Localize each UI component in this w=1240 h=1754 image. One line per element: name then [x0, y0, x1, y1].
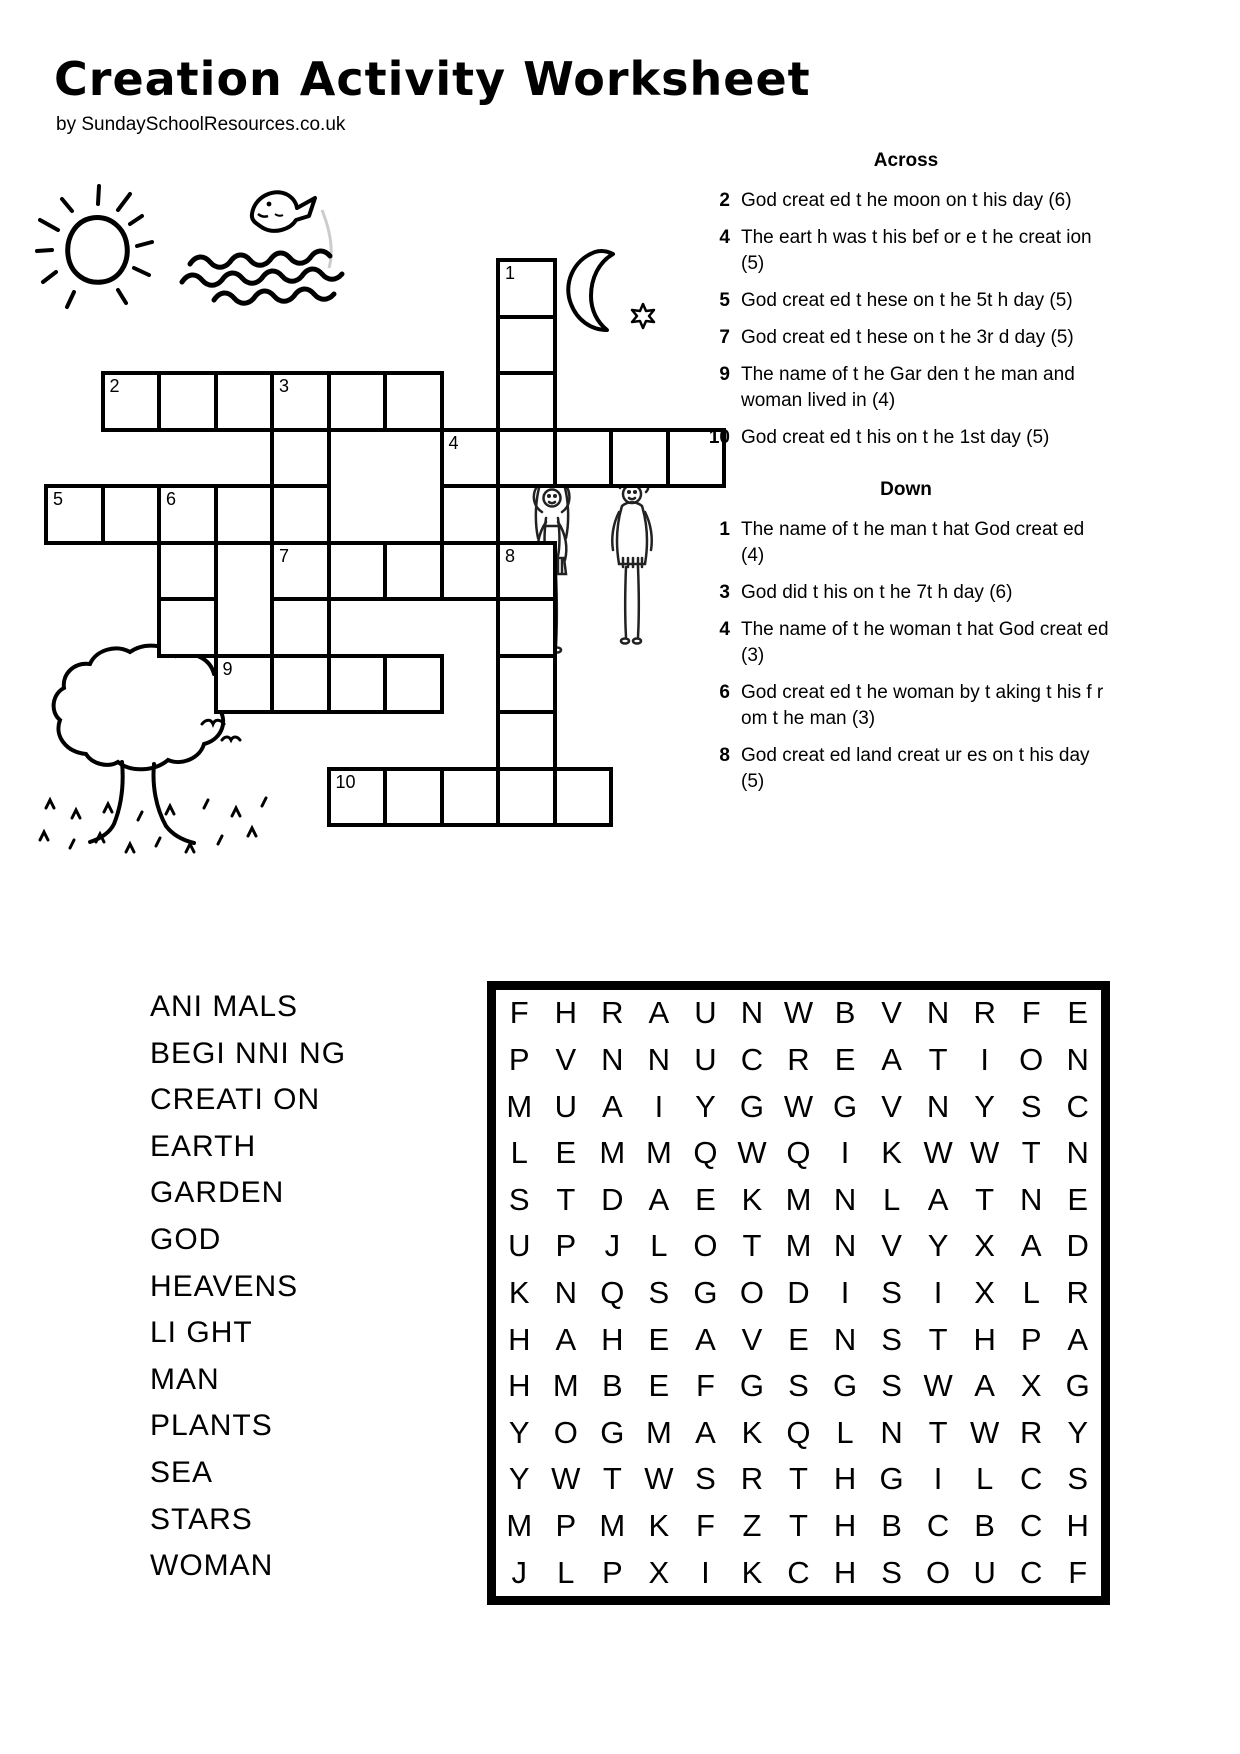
across-header: Across	[873, 150, 939, 171]
wordsearch-letter: N	[554, 1274, 577, 1310]
wordsearch-letter: O	[693, 1228, 718, 1264]
crossword-cell[interactable]	[553, 767, 614, 828]
clue-number: 2	[719, 190, 730, 211]
down-clue-list	[700, 517, 1112, 795]
wordsearch-letter: G	[693, 1274, 718, 1310]
wordsearch-letter: V	[555, 1041, 577, 1077]
wordsearch-letter: X	[648, 1554, 670, 1590]
crossword-cell[interactable]	[496, 315, 557, 376]
crossword-cell[interactable]	[440, 541, 501, 602]
clue-text: God did t his on t he 7t h day (6)	[741, 582, 1013, 603]
wordsearch-letter: W	[551, 1461, 581, 1497]
wordsearch-letter: N	[833, 1321, 857, 1357]
wordsearch-letter: E	[648, 1368, 670, 1404]
wordsearch-letter: O	[926, 1554, 951, 1590]
wordsearch-letter: W	[644, 1461, 674, 1497]
wordsearch-letter: H	[833, 1508, 857, 1544]
clue-number: 5	[719, 290, 730, 311]
wordsearch-letter: B	[881, 1508, 902, 1544]
wordsearch-letter: G	[1065, 1368, 1090, 1404]
clue-number: 4	[719, 619, 730, 640]
wordsearch-letter: U	[554, 1088, 577, 1124]
wordsearch-letter: Y	[508, 1461, 530, 1497]
crossword-cell[interactable]	[214, 371, 275, 432]
clue-text: The eart h was t his bef or e t he creat ion (5)	[741, 227, 1092, 274]
clue-text: God creat ed t his on t he 1st day (5)	[741, 427, 1050, 448]
crossword-cell-number: 2	[109, 376, 120, 396]
wordsearch-letter: M	[506, 1088, 533, 1124]
wordsearch-letter: K	[508, 1274, 530, 1310]
wordsearch-letter: S	[881, 1274, 902, 1310]
across-clue-list	[700, 188, 1112, 451]
wordsearch-letter: I	[654, 1088, 664, 1124]
wordsearch-letter: T	[789, 1508, 808, 1544]
crossword-cell-number: 7	[279, 545, 290, 566]
wordsearch-letter: G	[879, 1461, 904, 1497]
clue-item	[700, 680, 1112, 732]
clue-number: 7	[719, 327, 730, 348]
word-list-item: BEGI NNI NG	[150, 1036, 347, 1070]
wordsearch-letter: W	[923, 1368, 953, 1404]
word-list-item: EARTH	[150, 1129, 257, 1163]
wordsearch-letter: H	[973, 1321, 996, 1357]
clue-item	[700, 188, 1112, 214]
wordsearch-letter: L	[510, 1135, 528, 1171]
wordsearch-letter: I	[840, 1274, 850, 1310]
wordsearch-letter: N	[1066, 1041, 1089, 1077]
wordsearch-letter: A	[648, 995, 670, 1031]
wordsearch-letter: S	[1067, 1461, 1089, 1497]
wordsearch-letter: P	[601, 1554, 623, 1590]
crossword-cell[interactable]	[383, 767, 444, 828]
clue-number: 1	[719, 519, 730, 540]
wordsearch-letter: S	[508, 1181, 530, 1217]
crossword-cell[interactable]	[157, 597, 218, 658]
wordsearch-letter: Y	[695, 1088, 716, 1124]
wordsearch-letter: H	[833, 1554, 857, 1590]
wordsearch-letter: M	[645, 1414, 672, 1450]
wordsearch-letter: X	[974, 1274, 995, 1310]
crossword-cell-number: 8	[505, 545, 516, 566]
crossword-cell[interactable]	[101, 371, 162, 432]
clue-item	[700, 362, 1112, 414]
crossword-cell[interactable]	[496, 654, 557, 715]
wordsearch-letter: N	[601, 1041, 624, 1077]
wordsearch-letter: W	[783, 1088, 814, 1124]
crossword-cell[interactable]	[553, 428, 614, 489]
wordsearch-letter: B	[974, 1508, 995, 1544]
wordsearch-letter: N	[1066, 1135, 1089, 1171]
wordsearch-letter: V	[881, 1228, 902, 1264]
down-header: Down	[880, 479, 932, 500]
word-list-item: STARS	[150, 1502, 253, 1536]
clue-number: 6	[719, 682, 730, 703]
wordsearch-letter: A	[974, 1368, 995, 1404]
wordsearch-letter: M	[785, 1181, 812, 1217]
crossword-cell[interactable]	[214, 484, 275, 545]
wordsearch-letter: C	[787, 1554, 810, 1590]
crossword-cell[interactable]	[440, 767, 501, 828]
clue-text: The name of t he man t hat God creat ed (4)	[741, 519, 1085, 566]
wordsearch-letter: O	[553, 1414, 578, 1450]
word-list-item: GARDEN	[150, 1176, 285, 1210]
wordsearch-letter: D	[787, 1274, 810, 1310]
clue-item	[700, 580, 1112, 606]
wordsearch-letter: M	[599, 1135, 626, 1171]
wordsearch-letter: C	[1066, 1088, 1089, 1124]
wordsearch-letter: W	[783, 995, 814, 1031]
crossword-cell[interactable]	[270, 371, 331, 432]
wordsearch-letter: Q	[786, 1135, 811, 1171]
wordsearch-letter: E	[834, 1041, 856, 1077]
wordsearch-letter: J	[604, 1228, 621, 1264]
wordsearch-letter: C	[1019, 1554, 1043, 1590]
wordsearch-letter: A	[927, 1181, 949, 1217]
crossword-cell[interactable]	[496, 258, 557, 319]
wordsearch-letter: I	[701, 1554, 710, 1590]
clue-number: 3	[719, 582, 730, 603]
wordsearch-letter: N	[926, 1088, 950, 1124]
wordsearch-letter: I	[933, 1461, 943, 1497]
crossword-cell[interactable]	[327, 371, 388, 432]
wordsearch-letter: L	[650, 1228, 668, 1264]
wordsearch-letter: L	[976, 1461, 994, 1497]
wordsearch-letter: R	[1066, 1274, 1089, 1310]
word-list-item: MAN	[150, 1362, 220, 1396]
wordsearch-letter: P	[1020, 1321, 1042, 1357]
crossword-cell[interactable]	[270, 428, 331, 489]
wordsearch-letter: E	[1067, 1181, 1089, 1217]
wordsearch-letter: F	[695, 1508, 715, 1544]
wordsearch-letter: R	[973, 995, 996, 1031]
wordsearch-letter: A	[1020, 1228, 1042, 1264]
wordsearch-letter: G	[600, 1414, 625, 1450]
wordsearch-letter: A	[1067, 1321, 1089, 1357]
wordsearch-letter: N	[833, 1181, 857, 1217]
wordsearch-letter: W	[970, 1135, 1000, 1171]
wordsearch-letter: F	[1021, 995, 1041, 1031]
clue-text: God creat ed land creat ur es on t his day (5)	[741, 745, 1090, 792]
wordsearch-letter: S	[881, 1321, 902, 1357]
wordsearch-letter: I	[933, 1274, 943, 1310]
wordsearch-letter: S	[695, 1461, 716, 1497]
wordsearch-letter: G	[739, 1088, 765, 1124]
wordsearch-letter: U	[508, 1228, 531, 1264]
wordsearch-letter: T	[928, 1041, 948, 1077]
wordsearch-letter: E	[788, 1321, 809, 1357]
wordsearch-letter: Y	[508, 1414, 530, 1450]
crossword-cell[interactable]	[157, 484, 218, 545]
page-byline: by SundaySchoolResources.co.uk	[56, 114, 346, 135]
wordsearch-letter: E	[555, 1135, 577, 1171]
word-list-item: WOMAN	[150, 1549, 274, 1583]
word-list-item: CREATI ON	[150, 1083, 321, 1117]
wordsearch-letter: K	[881, 1135, 902, 1171]
wordsearch-letter: H	[833, 1461, 857, 1497]
wordsearch-letter: K	[741, 1554, 763, 1590]
clue-item	[700, 325, 1112, 351]
word-list-item: LI GHT	[150, 1316, 253, 1350]
wordsearch-letter: Q	[693, 1135, 718, 1171]
wordsearch-letter: W	[737, 1135, 767, 1171]
crossword-cell-number: 5	[53, 489, 64, 509]
clue-number: 9	[719, 364, 730, 385]
clue-item	[700, 743, 1112, 795]
wordsearch-letter: S	[788, 1368, 809, 1404]
word-list	[150, 984, 346, 1590]
crossword-cell[interactable]	[383, 371, 444, 432]
wordsearch-letter: M	[785, 1228, 812, 1264]
wordsearch-letter: X	[1020, 1368, 1042, 1404]
wordsearch-letter: O	[1019, 1041, 1044, 1077]
wordsearch-letter: L	[882, 1181, 901, 1217]
wordsearch-letter: I	[980, 1041, 989, 1077]
wordsearch-letter: E	[648, 1321, 670, 1357]
wordsearch-letter: T	[602, 1461, 622, 1497]
wordsearch-letter: T	[742, 1228, 762, 1264]
clue-text: God creat ed t hese on t he 5t h day (5)	[741, 290, 1073, 311]
clue-item	[700, 288, 1112, 314]
clue-text: God creat ed t he moon on t his day (6)	[741, 190, 1072, 211]
crossword-cell-number: 10	[335, 771, 356, 792]
wordsearch-letter: C	[926, 1508, 950, 1544]
wordsearch-letter: M	[506, 1508, 533, 1544]
wordsearch-letter: D	[1066, 1228, 1089, 1264]
wordsearch-letter: H	[554, 995, 577, 1031]
wordsearch-letter: H	[1066, 1508, 1089, 1544]
crossword-cell[interactable]	[609, 428, 670, 489]
wordsearch-letter: Q	[786, 1414, 811, 1450]
crossword-cell[interactable]	[496, 767, 557, 828]
wordsearch-letter: F	[509, 995, 529, 1031]
crossword-cell[interactable]	[496, 597, 557, 658]
word-list-item: ANI MALS	[150, 990, 299, 1023]
crossword-cell-number: 3	[279, 376, 290, 396]
crossword-cell-number: 6	[166, 489, 177, 509]
wordsearch-letter: N	[1019, 1181, 1043, 1217]
wordsearch-letter: S	[1020, 1088, 1042, 1124]
crossword-cell[interactable]	[496, 428, 557, 489]
wordsearch-letter: C	[1019, 1508, 1043, 1544]
wordsearch-letter: W	[923, 1135, 953, 1171]
wordsearch-letter: R	[1019, 1414, 1043, 1450]
wordsearch-letter: C	[740, 1041, 764, 1077]
fish-and-waves-icon	[172, 168, 387, 313]
crossword-cell[interactable]	[214, 654, 275, 715]
wordsearch-letter: N	[926, 995, 950, 1031]
wordsearch-letter: X	[974, 1228, 995, 1264]
clue-item	[700, 617, 1112, 669]
crossword-cell[interactable]	[44, 484, 105, 545]
page-title: Creation Activity Worksheet	[54, 52, 811, 106]
wordsearch-grid	[496, 990, 1101, 1596]
wordsearch-letter: L	[1022, 1274, 1040, 1310]
crossword-cell[interactable]	[270, 484, 331, 545]
crossword-cell[interactable]	[327, 654, 388, 715]
wordsearch-letter: H	[508, 1321, 531, 1357]
crossword-cell[interactable]	[270, 541, 331, 602]
crossword-cell[interactable]	[270, 597, 331, 658]
wordsearch-letter: K	[741, 1414, 763, 1450]
wordsearch-letter: U	[694, 1041, 717, 1077]
wordsearch-letter: G	[832, 1368, 858, 1404]
crossword-cell[interactable]	[383, 541, 444, 602]
clue-item	[700, 225, 1112, 277]
wordsearch-letter: T	[556, 1181, 576, 1217]
crossword-cell[interactable]	[101, 484, 162, 545]
wordsearch-letter: A	[601, 1088, 623, 1124]
clue-number: 10	[708, 427, 730, 448]
crossword-cell[interactable]	[496, 541, 557, 602]
wordsearch-letter: A	[648, 1181, 670, 1217]
wordsearch-letter: G	[739, 1368, 765, 1404]
wordsearch-letter: Z	[742, 1508, 762, 1544]
wordsearch-letter: V	[881, 995, 902, 1031]
wordsearch-letter: A	[881, 1041, 902, 1077]
wordsearch-letter: Y	[927, 1228, 949, 1264]
wordsearch-letter: F	[1068, 1554, 1088, 1590]
crossword-cell[interactable]	[383, 654, 444, 715]
clue-text: God creat ed t hese on t he 3r d day (5)	[741, 327, 1074, 348]
word-list-item: GOD	[150, 1222, 222, 1256]
wordsearch-letter: O	[739, 1274, 765, 1310]
word-list-item: SEA	[150, 1455, 214, 1489]
wordsearch-letter: K	[648, 1508, 670, 1544]
wordsearch-letter: A	[695, 1414, 716, 1450]
wordsearch-letter: H	[508, 1368, 531, 1404]
wordsearch-letter: A	[555, 1321, 577, 1357]
wordsearch-letter: J	[511, 1554, 528, 1590]
wordsearch-letter: Y	[974, 1088, 995, 1124]
wordsearch-letter: H	[601, 1321, 624, 1357]
wordsearch-letter: S	[881, 1554, 902, 1590]
wordsearch-letter: S	[881, 1368, 902, 1404]
wordsearch-letter: N	[880, 1414, 903, 1450]
word-list-item: PLANTS	[150, 1409, 273, 1443]
clue-item	[700, 425, 1112, 451]
wordsearch-letter: C	[1019, 1461, 1043, 1497]
wordsearch-letter: K	[741, 1181, 763, 1217]
wordsearch-letter: A	[695, 1321, 716, 1357]
crossword-cell[interactable]	[157, 371, 218, 432]
wordsearch-letter: P	[555, 1228, 577, 1264]
wordsearch-letter: M	[599, 1508, 626, 1544]
wordsearch-letter: P	[555, 1508, 577, 1544]
wordsearch-letter: F	[695, 1368, 715, 1404]
wordsearch-letter: V	[881, 1088, 902, 1124]
wordsearch-letter: R	[787, 1041, 810, 1077]
wordsearch-letter: W	[970, 1414, 1000, 1450]
crossword-cell-number: 9	[222, 658, 233, 679]
wordsearch-letter: T	[789, 1461, 808, 1497]
wordsearch-letter: T	[928, 1414, 948, 1450]
wordsearch-letter: T	[1021, 1135, 1041, 1171]
wordsearch-letter: E	[1067, 995, 1089, 1031]
wordsearch-letter: G	[832, 1088, 858, 1124]
crossword-cell[interactable]	[270, 654, 331, 715]
crossword-cell[interactable]	[440, 484, 501, 545]
crossword-cell[interactable]	[327, 541, 388, 602]
sun-icon	[30, 178, 180, 328]
wordsearch-letter: S	[648, 1274, 670, 1310]
wordsearch-letter: Q	[600, 1274, 625, 1310]
man-figure-icon	[592, 474, 670, 669]
crossword-cell[interactable]	[496, 710, 557, 771]
wordsearch-letter: P	[508, 1041, 530, 1077]
wordsearch-letter: B	[601, 1368, 623, 1404]
clue-text: God creat ed t he woman by t aking t his f r om t he man (3)	[741, 682, 1104, 729]
wordsearch-letter: E	[695, 1181, 716, 1217]
wordsearch-letter: T	[975, 1181, 995, 1217]
wordsearch-letter: L	[836, 1414, 854, 1450]
crossword-cell-number: 4	[448, 432, 459, 453]
clue-text: The name of t he woman t hat God creat ed (3)	[741, 619, 1109, 666]
wordsearch-letter: V	[741, 1321, 763, 1357]
wordsearch-letter: T	[928, 1321, 948, 1357]
word-list-item: HEAVENS	[150, 1269, 299, 1303]
wordsearch-box	[487, 981, 1110, 1605]
crossword-cell-number: 1	[505, 263, 516, 283]
wordsearch-letter: B	[834, 995, 856, 1031]
crossword-cell[interactable]	[440, 428, 501, 489]
wordsearch-letter: I	[840, 1135, 850, 1171]
wordsearch-letter: M	[645, 1135, 672, 1171]
clue-number: 4	[719, 227, 730, 248]
wordsearch-letter: N	[740, 995, 764, 1031]
wordsearch-letter: N	[647, 1041, 671, 1077]
wordsearch-letter: Y	[1067, 1414, 1089, 1450]
clue-text: The name of t he Gar den t he man and woman lived in (4)	[741, 364, 1075, 411]
wordsearch-letter: U	[973, 1554, 996, 1590]
clue-number: 8	[719, 745, 730, 766]
wordsearch-letter: U	[694, 995, 717, 1031]
wordsearch-letter: N	[833, 1228, 857, 1264]
wordsearch-letter: L	[557, 1554, 575, 1590]
wordsearch-letter: D	[601, 1181, 624, 1217]
wordsearch-letter: R	[740, 1461, 764, 1497]
crossword-cell[interactable]	[157, 541, 218, 602]
clues-panel	[700, 148, 1112, 806]
crossword-cell[interactable]	[327, 767, 388, 828]
crossword-cell[interactable]	[496, 371, 557, 432]
wordsearch-letter: R	[601, 995, 624, 1031]
wordsearch-letter: M	[552, 1368, 579, 1404]
clue-item	[700, 517, 1112, 569]
